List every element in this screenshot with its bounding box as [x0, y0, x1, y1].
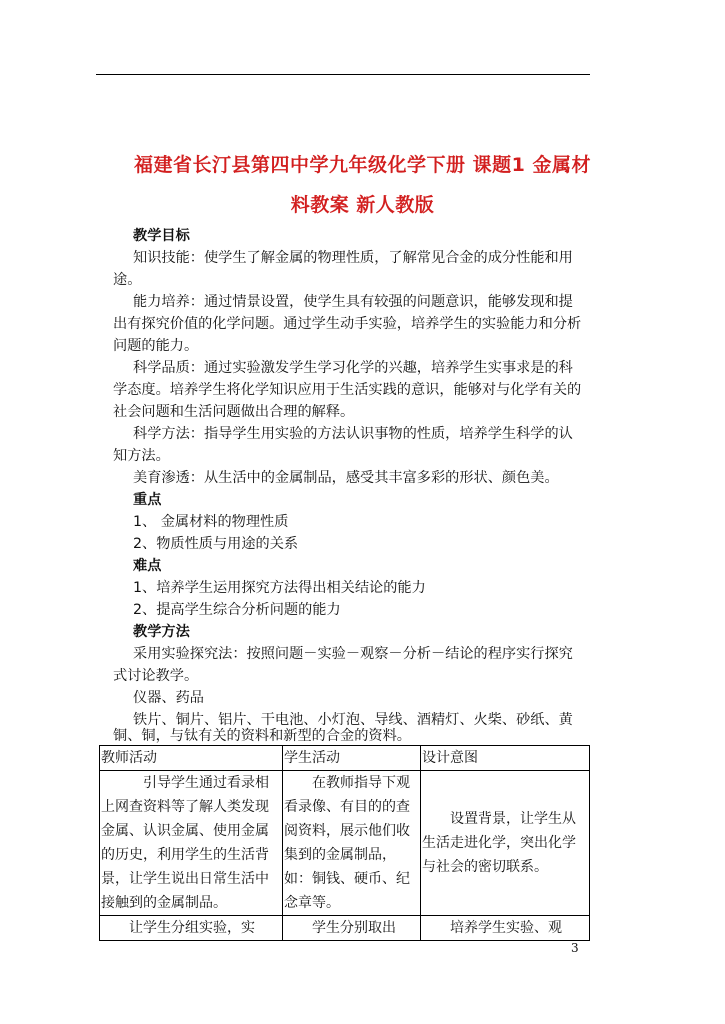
list-item: 1、培养学生运用探究方法得出相关结论的能力 [133, 580, 426, 596]
table-cell: 在教师指导下观看录像、有目的的查阅资料，展示他们收集到的金属制品，如：铜钱、硬币、纪念章等。 [283, 771, 421, 916]
paragraph-line: 采用实验探究法：按照问题－实验－观察－分析－结论的程序实行探究 [133, 646, 573, 662]
document-title-line-2: 料教案 新人教版 [290, 194, 435, 216]
paragraph-line: 知方法。 [113, 448, 170, 464]
paragraph-line: 铜、铜，与钛有关的资料和新型的合金的资料。 [113, 728, 411, 744]
table-header-row [100, 746, 590, 771]
heading-teaching-method: 教学方法 [133, 624, 190, 640]
paragraph-line: 式讨论教学。 [113, 668, 199, 684]
paragraph-line: 科学方法：指导学生用实验的方法认识事物的性质，培养学生科学的认 [133, 426, 573, 442]
paragraph-line: 问题的能力。 [113, 338, 199, 354]
heading-teaching-goals: 教学目标 [133, 228, 190, 244]
paragraph-line: 科学品质：通过实验激发学生学习化学的兴趣，培养学生实事求是的科 [133, 360, 573, 376]
header-teacher-activity: 教师活动 [100, 746, 283, 771]
page-number: 3 [571, 941, 579, 955]
document-title-line-1: 福建省长汀县第四中学九年级化学下册 课题1 金属材 [134, 154, 591, 176]
heading-equipment: 仪器、药品 [133, 690, 204, 706]
table-cell: 培养学生实验、观 [421, 916, 590, 941]
heading-key-points: 重点 [133, 492, 162, 508]
paragraph-line: 社会问题和生活问题做出合理的解释。 [113, 404, 355, 420]
table-row [100, 916, 590, 941]
table-cell: 引导学生通过看录相上网查资料等了解人类发现金属、认识金属、使用金属的历史，利用学生的生活背景，让学生说出日常生活中接触到的金属制品。 [100, 771, 283, 916]
paragraph-line: 知识技能：使学生了解金属的物理性质，了解常见合金的成分性能和用 [133, 250, 573, 266]
header-student-activity: 学生活动 [283, 746, 421, 771]
paragraph-line: 能力培养：通过情景设置，使学生具有较强的问题意识，能够发现和提 [133, 294, 573, 310]
paragraph-line: 美育渗透：从生活中的金属制品，感受其丰富多彩的形状、颜色美。 [133, 470, 559, 486]
table-cell: 让学生分组实验，实 [100, 916, 283, 941]
table-cell: 学生分别取出 [283, 916, 421, 941]
header-rule [96, 74, 590, 75]
table-cell: 设置背景，让学生从生活走进化学，突出化学与社会的密切联系。 [421, 771, 590, 916]
list-item: 2、物质性质与用途的关系 [133, 536, 299, 552]
header-design-intent: 设计意图 [421, 746, 590, 771]
paragraph-line: 途。 [113, 272, 142, 288]
heading-difficulties: 难点 [133, 558, 162, 574]
table-row [100, 771, 590, 916]
list-item: 1、 金属材料的物理性质 [133, 514, 289, 530]
paragraph-line: 铁片、铜片、铝片、干电池、小灯泡、导线、酒精灯、火柴、砂纸、黄 [133, 712, 573, 728]
activity-table [99, 745, 590, 941]
list-item: 2、提高学生综合分析问题的能力 [133, 602, 341, 618]
paragraph-line: 出有探究价值的化学问题。通过学生动手实验，培养学生的实验能力和分析 [113, 316, 582, 332]
paragraph-line: 学态度。培养学生将化学知识应用于生活实践的意识，能够对与化学有关的 [113, 382, 582, 398]
